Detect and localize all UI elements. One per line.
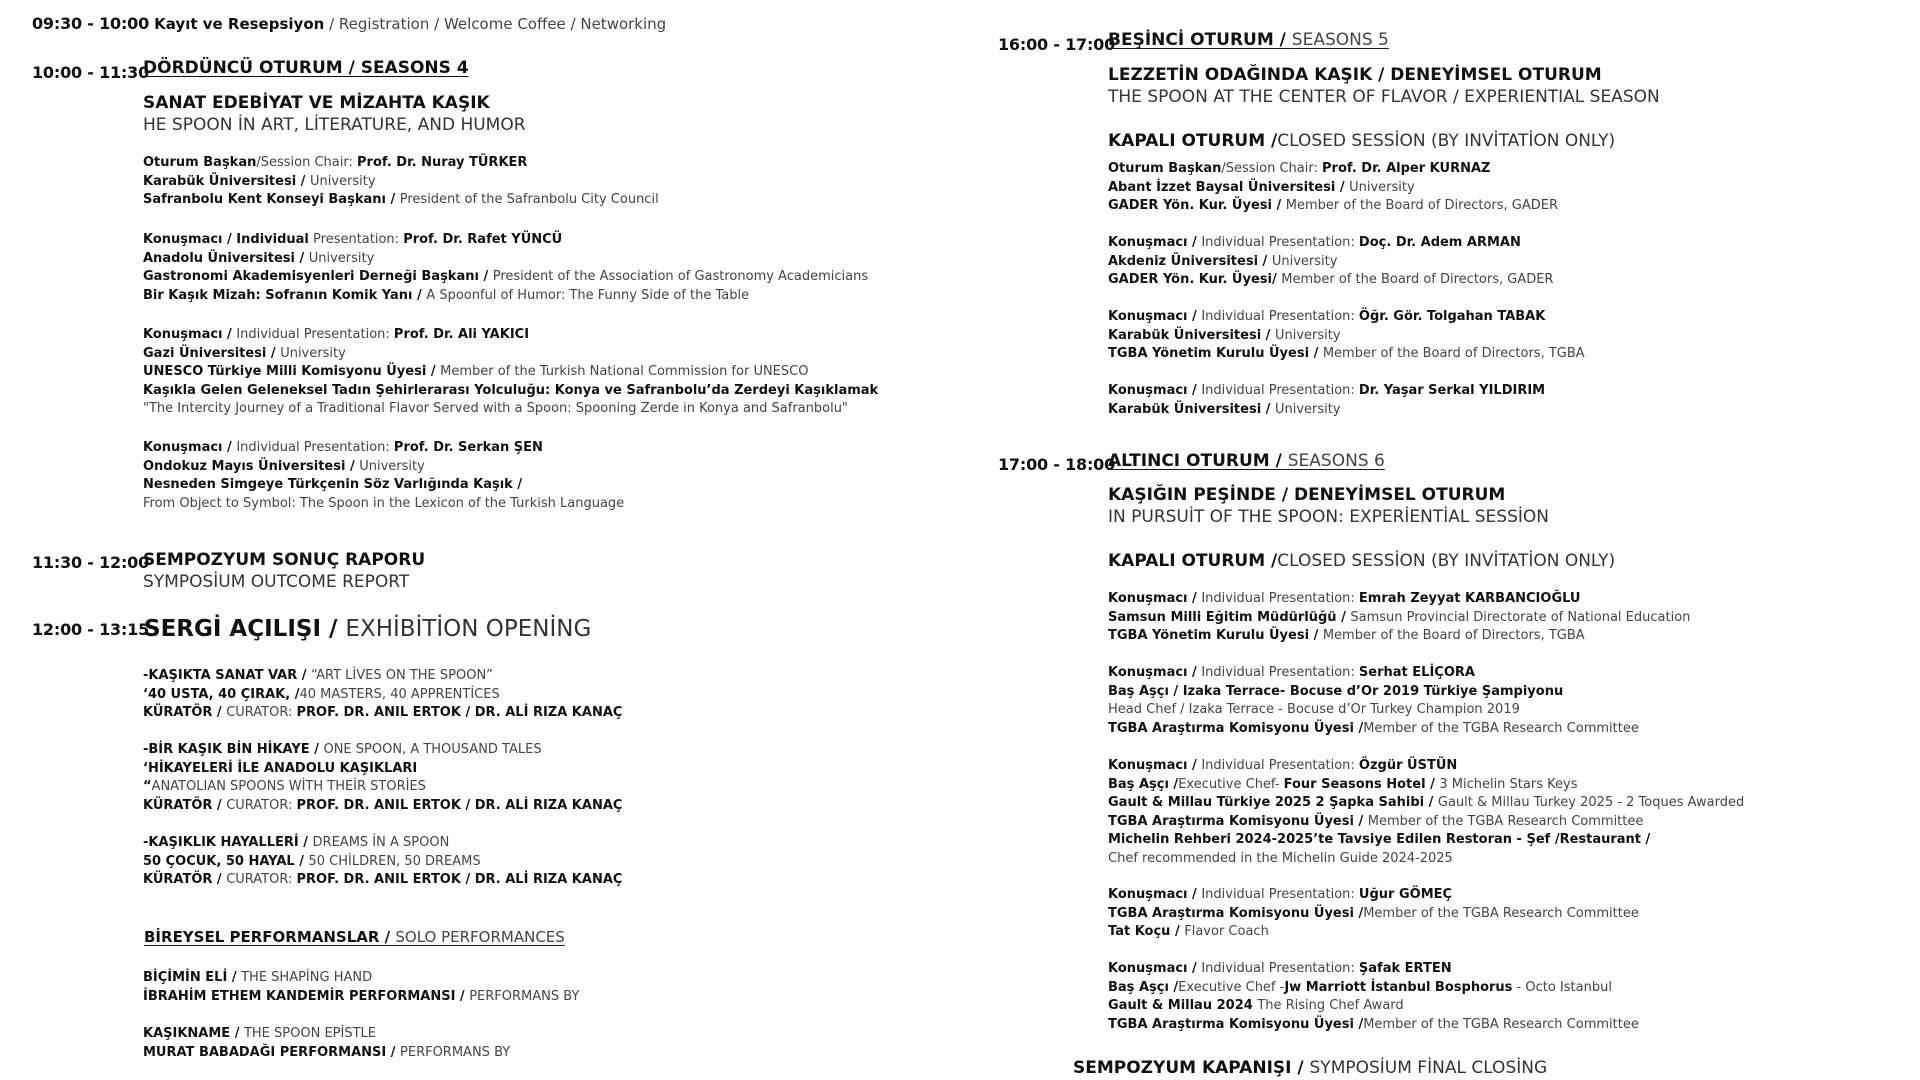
- light-text: /Session Chair:: [256, 155, 357, 170]
- bold-text: Konuşmacı /: [1108, 309, 1202, 324]
- bold-text: Nesneden Simgeye Türkçenin Söz Varlığında Kaşık /: [143, 477, 523, 493]
- light-text: Individual Presentation:: [1201, 887, 1359, 902]
- bold-text: Oturum Başkan: [143, 155, 257, 170]
- light-text: Chef recommended in the Michelin Guide 2024-2025: [1108, 850, 1453, 866]
- bold-text: Akdeniz Üniversitesi /: [1108, 253, 1272, 269]
- registration-en: / Registration / Welcome Coffee / Networking: [324, 15, 667, 33]
- bold-text: GADER Yön. Kur. Üyesi /: [1108, 198, 1286, 214]
- bold-text: Bir Kaşık Mizah: Sofranın Komik Yanı /: [143, 287, 427, 303]
- bold-text: -KAŞIKLIK HAYALLERİ /: [143, 835, 313, 850]
- light-text: CURATOR:: [226, 797, 297, 813]
- light-text: University: [308, 250, 375, 266]
- light-text: Member of the TGBA Research Committee: [1363, 905, 1639, 921]
- light-text: President of the Association of Gastronomy Academicians: [492, 269, 869, 285]
- light-text: Individual Presentation:: [1201, 665, 1359, 680]
- bold-text: Konuşmacı /: [143, 327, 237, 342]
- bold-text: PROF. DR. ANIL ERTOK / DR. ALİ RIZA KANAÇ: [296, 797, 623, 813]
- heading-en: SYMPOSİUM FİNAL CLOSİNG: [1309, 1058, 1548, 1078]
- session5-speaker-2: [1108, 308, 1585, 364]
- light-text: Member of the Board of Directors, TGBA: [1322, 628, 1585, 644]
- bold-text: -BİR KAŞIK BİN HİKAYE /: [143, 742, 324, 757]
- light-text: “ART LİVES ON THE SPOON”: [311, 668, 493, 683]
- session5-subtitle-tr: LEZZETİN ODAĞINDA KAŞIK / DENEYİMSEL OTURUM: [1108, 65, 1602, 85]
- light-text: Head Chef / Izaka Terrace - Bocuse d’Or Turkey Champion 2019: [1108, 702, 1520, 718]
- exhibition-group-1: [143, 667, 622, 723]
- chair-line: [143, 154, 659, 173]
- light-text: Samsun Provincial Directorate of National Education: [1350, 609, 1691, 625]
- heading-en: CLOSED SESSİON (BY INVİTATİON ONLY): [1277, 131, 1616, 151]
- heading-en: SEASONS 5: [1291, 30, 1389, 50]
- light-text: Gault & Millau Turkey 2025 - 2 Toques Awarded: [1437, 795, 1745, 811]
- light-text: ANATOLIAN SPOONS WİTH THEİR STORİES: [151, 779, 426, 795]
- bold-text: Gastronomi Akademisyenleri Derneği Başkanı /: [143, 269, 493, 285]
- bold-text: Konuşmacı /: [143, 440, 237, 455]
- light-text: Individual Presentation:: [1201, 758, 1359, 773]
- session4-subtitle-tr: SANAT EDEBİYAT VE MİZAHTA KAŞIK: [143, 93, 490, 113]
- bold-text: Baş Aşçı /: [1108, 776, 1179, 792]
- bold-text: Konuşmacı /: [1108, 591, 1202, 606]
- session5-subtitle-en: THE SPOON AT THE CENTER OF FLAVOR / EXPERIENTIAL SEASON: [1108, 87, 1660, 107]
- bold-text: TGBA Araştırma Komisyonu Üyesi /: [1108, 813, 1368, 829]
- heading-en: CLOSED SESSİON (BY INVİTATİON ONLY): [1277, 551, 1616, 571]
- session4-title: DÖRDÜNCÜ OTURUM / SEASONS 4: [143, 58, 469, 78]
- light-text: - Octo Istanbul: [1512, 979, 1612, 995]
- bold-text: Anadolu Üniversitesi /: [143, 250, 309, 266]
- bold-text: Konuşmacı /: [1108, 961, 1202, 976]
- light-text: University: [1349, 179, 1415, 195]
- session6-speaker-1: [1108, 590, 1690, 646]
- bold-text: KAŞIKNAME /: [143, 1026, 244, 1041]
- light-text: DREAMS İN A SPOON: [312, 835, 450, 850]
- bold-text: Michelin Rehberi 2024-2025’te Tavsiye Edilen Restoran - Şef /Restaurant /: [1108, 832, 1651, 848]
- report-time: 11:30 - 12:00: [32, 553, 150, 572]
- light-text: PERFORMANS BY: [400, 1044, 511, 1060]
- light-text: 40 MASTERS, 40 APPRENTİCES: [299, 686, 500, 702]
- bold-text: Konuşmacı /: [1108, 758, 1202, 773]
- light-text: THE SPOON EPİSTLE: [243, 1026, 376, 1041]
- heading-tr: SEMPOZYUM KAPANIŞI /: [1073, 1058, 1310, 1078]
- session4-subtitle-en: HE SPOON İN ART, LİTERATURE, AND HUMOR: [143, 115, 526, 135]
- bold-text: Konuşmacı /: [1108, 235, 1202, 250]
- bold-text: Karabük Üniversitesi /: [1108, 327, 1275, 343]
- exhibition-group-3: [143, 834, 622, 890]
- bold-text: Serhat ELİÇORA: [1358, 665, 1475, 680]
- bold-text: BİÇİMİN ELİ /: [143, 970, 242, 985]
- time-label: 09:30 - 10:00: [32, 14, 150, 33]
- session5-title: [1108, 30, 1389, 50]
- light-text: Individual Presentation:: [236, 327, 394, 342]
- light-text: CURATOR:: [226, 705, 297, 721]
- bold-text: Jw Marriott İstanbul Bosphorus: [1284, 979, 1513, 995]
- bold-text: TGBA Araştırma Komisyonu Üyesi /: [1108, 1016, 1364, 1032]
- light-text: THE SHAPİNG HAND: [241, 970, 373, 985]
- bold-text: Doç. Dr. Adem ARMAN: [1358, 235, 1521, 250]
- bold-text: Tat Koçu /: [1108, 924, 1185, 940]
- light-text: Member of the TGBA Research Committee: [1367, 813, 1644, 829]
- bold-text: Prof. Dr. Ali YAKICI: [393, 327, 530, 342]
- bold-text: Safranbolu Kent Konseyi Başkanı /: [143, 192, 400, 208]
- symposium-closing: [1073, 1058, 1547, 1078]
- bold-text: 50 ÇOCUK, 50 HAYAL /: [143, 853, 309, 869]
- bold-text: TGBA Yönetim Kurulu Üyesi /: [1108, 346, 1323, 362]
- bold-text: Prof. Dr. Alper KURNAZ: [1322, 161, 1491, 176]
- light-text: Presentation:: [308, 232, 404, 247]
- light-text: Flavor Coach: [1184, 924, 1269, 940]
- bold-text: Samsun Milli Eğitim Müdürlüğü /: [1108, 609, 1351, 625]
- bold-text: Karabük Üniversitesi /: [1108, 401, 1275, 417]
- heading-tr: ALTINCI OTURUM /: [1108, 451, 1288, 471]
- bold-text: Gault & Millau 2024: [1108, 998, 1258, 1014]
- bold-text: Baş Aşçı /: [1108, 979, 1179, 995]
- session4-speaker-3: [143, 439, 624, 513]
- bold-text: Konuşmacı / Individual: [143, 232, 309, 247]
- light-text: Executive Chef-: [1178, 776, 1284, 792]
- bold-text: Ondokuz Mayıs Üniversitesi /: [143, 458, 360, 474]
- light-text: Executive Chef -: [1178, 979, 1285, 995]
- light-text: CURATOR:: [226, 872, 297, 888]
- bold-text: Gazi Üniversitesi /: [143, 345, 281, 361]
- light-text: PERFORMANS BY: [469, 988, 580, 1004]
- session4-speaker-1: [143, 231, 868, 305]
- bold-text: ‘HİKAYELERİ İLE ANADOLU KAŞIKLARI: [143, 760, 418, 776]
- bold-text: TGBA Araştırma Komisyonu Üyesi /: [1108, 720, 1364, 736]
- light-text: The Rising Chef Award: [1257, 998, 1404, 1014]
- bold-text: PROF. DR. ANIL ERTOK / DR. ALİ RIZA KANAÇ: [296, 872, 623, 888]
- session5-chair: [1108, 160, 1558, 216]
- bold-text: İBRAHİM ETHEM KANDEMİR PERFORMANSI /: [143, 988, 470, 1004]
- light-text: Individual Presentation:: [1201, 591, 1359, 606]
- light-text: President of the Safranbolu City Council: [399, 192, 659, 208]
- session6-speaker-5: [1108, 960, 1639, 1034]
- report-title-tr: SEMPOZYUM SONUÇ RAPORU: [143, 550, 426, 570]
- light-text: Individual Presentation:: [1201, 309, 1359, 324]
- light-text: Member of the TGBA Research Committee: [1363, 720, 1639, 736]
- light-text: University: [359, 458, 425, 474]
- registration-tr: Kayıt ve Resepsiyon: [154, 15, 325, 33]
- bold-text: Konuşmacı /: [1108, 887, 1202, 902]
- chair-affiliation: [143, 173, 659, 192]
- light-text: University: [280, 345, 346, 361]
- heading-en: SEASONS 6: [1287, 451, 1385, 471]
- light-text: "The Intercity Journey of a Traditional Flavor Served with a Spoon: Spooning Zerde in Konya and Safranbolu": [143, 401, 848, 417]
- heading-en: SOLO PERFORMANCES: [395, 928, 565, 946]
- bold-text: UNESCO Türkiye Milli Komisyonu Üyesi /: [143, 364, 441, 380]
- light-text: /Session Chair:: [1221, 161, 1322, 176]
- solo-performance-1: [143, 969, 579, 1006]
- heading-tr: SERGİ AÇILIŞI /: [144, 616, 346, 642]
- report-title-en: SYMPOSİUM OUTCOME REPORT: [143, 572, 410, 592]
- light-text: Individual Presentation:: [236, 440, 394, 455]
- light-text: Member of the Turkish National Commission for UNESCO: [440, 364, 809, 380]
- heading-tr: BİREYSEL PERFORMANSLAR /: [144, 928, 396, 946]
- light-text: University: [1271, 253, 1338, 269]
- chair-role: [143, 191, 659, 210]
- bold-text: Prof. Dr. Rafet YÜNCÜ: [403, 232, 563, 247]
- registration-row: [32, 14, 666, 33]
- bold-text: Şafak ERTEN: [1358, 961, 1452, 976]
- light-text: From Object to Symbol: The Spoon in the Lexicon of the Turkish Language: [143, 495, 625, 511]
- solo-performances-title: [144, 928, 565, 946]
- session6-subtitle-tr: KAŞIĞIN PEŞİNDE / DENEYİMSEL OTURUM: [1108, 485, 1506, 505]
- light-text: 50 CHİLDREN, 50 DREAMS: [308, 853, 481, 869]
- bold-text: Abant İzzet Baysal Üniversitesi /: [1108, 179, 1350, 195]
- session6-speaker-3: [1108, 757, 1744, 869]
- bold-text: Baş Aşçı / Izaka Terrace- Bocuse d’Or 2019 Türkiye Şampiyonu: [1108, 683, 1564, 699]
- session4-speaker-2: [143, 326, 878, 419]
- heading-tr: KAPALI OTURUM /: [1108, 131, 1278, 151]
- light-text: 3 Michelin Stars Keys: [1439, 776, 1578, 792]
- bold-text: GADER Yön. Kur. Üyesi/: [1108, 272, 1282, 288]
- bold-text: Dr. Yaşar Serkal YILDIRIM: [1358, 383, 1546, 398]
- light-text: Member of the Board of Directors, TGBA: [1322, 346, 1585, 362]
- solo-performance-2: [143, 1025, 510, 1062]
- session5-speaker-1: [1108, 234, 1553, 290]
- bold-text: Gault & Millau Türkiye 2025 2 Şapka Sahibi /: [1108, 795, 1438, 811]
- bold-text: PROF. DR. ANIL ERTOK / DR. ALİ RIZA KANAÇ: [296, 705, 623, 721]
- exhibition-time: 12:00 - 13:15: [32, 620, 150, 639]
- bold-text: KÜRATÖR /: [143, 705, 227, 721]
- bold-text: TGBA Yönetim Kurulu Üyesi /: [1108, 628, 1323, 644]
- bold-text: Kaşıkla Gelen Geleneksel Tadın Şehirlerarası Yolculuğu: Konya ve Safranbolu’da Zerdeyi Kaşıklamak: [143, 382, 879, 398]
- bold-text: Oturum Başkan: [1108, 161, 1222, 176]
- light-text: ONE SPOON, A THOUSAND TALES: [323, 742, 542, 757]
- exhibition-title: [144, 616, 591, 642]
- bold-text: Prof. Dr. Nuray TÜRKER: [357, 155, 528, 170]
- session6-closed-session: [1108, 551, 1615, 571]
- light-text: University: [1274, 327, 1341, 343]
- bold-text: Konuşmacı /: [1108, 383, 1202, 398]
- light-text: Individual Presentation:: [1201, 235, 1359, 250]
- bold-text: Özgür ÜSTÜN: [1358, 758, 1458, 773]
- bold-text: Four Seasons Hotel /: [1283, 776, 1440, 792]
- bold-text: Karabük Üniversitesi /: [143, 173, 310, 189]
- light-text: Individual Presentation:: [1201, 383, 1359, 398]
- bold-text: Prof. Dr. Serkan ŞEN: [393, 440, 543, 455]
- light-text: Individual Presentation:: [1201, 961, 1359, 976]
- session6-speaker-2: [1108, 664, 1639, 738]
- light-text: A Spoonful of Humor: The Funny Side of the Table: [426, 287, 750, 303]
- session6-title: [1108, 451, 1385, 471]
- bold-text: TGBA Araştırma Komisyonu Üyesi /: [1108, 905, 1364, 921]
- session6-time: 17:00 - 18:00: [998, 455, 1116, 474]
- light-text: University: [1274, 401, 1341, 417]
- heading-tr: BEŞİNCİ OTURUM /: [1108, 30, 1292, 50]
- heading-en: EXHİBİTİON OPENİNG: [345, 616, 592, 642]
- bold-text: ‘40 USTA, 40 ÇIRAK, /: [143, 686, 300, 702]
- bold-text: MURAT BABADAĞI PERFORMANSI /: [143, 1044, 401, 1060]
- light-text: Member of the Board of Directors, GADER: [1281, 272, 1554, 288]
- bold-text: -KAŞIKTA SANAT VAR /: [143, 668, 312, 683]
- bold-text: KÜRATÖR /: [143, 797, 227, 813]
- light-text: Member of the TGBA Research Committee: [1363, 1016, 1639, 1032]
- bold-text: Konuşmacı /: [1108, 665, 1202, 680]
- session6-speaker-4: [1108, 886, 1639, 942]
- bold-text: Öğr. Gör. Tolgahan TABAK: [1358, 309, 1546, 324]
- session5-speaker-3: [1108, 382, 1545, 419]
- bold-text: Uğur GÖMEÇ: [1358, 887, 1453, 902]
- light-text: Member of the Board of Directors, GADER: [1285, 198, 1559, 214]
- session6-subtitle-en: IN PURSUİT OF THE SPOON: EXPERİENTİAL SESSİON: [1108, 507, 1549, 527]
- heading-tr: KAPALI OTURUM /: [1108, 551, 1278, 571]
- bold-text: KÜRATÖR /: [143, 872, 227, 888]
- exhibition-group-2: [143, 741, 622, 815]
- session5-closed-session: [1108, 131, 1615, 151]
- session5-time: 16:00 - 17:00: [998, 35, 1116, 54]
- session4-chair: [143, 154, 659, 210]
- bold-text: “: [143, 779, 152, 795]
- bold-text: Emrah Zeyyat KARBANCIOĞLU: [1358, 591, 1581, 606]
- light-text: University: [309, 173, 376, 189]
- session4-time: 10:00 - 11:30: [32, 63, 150, 82]
